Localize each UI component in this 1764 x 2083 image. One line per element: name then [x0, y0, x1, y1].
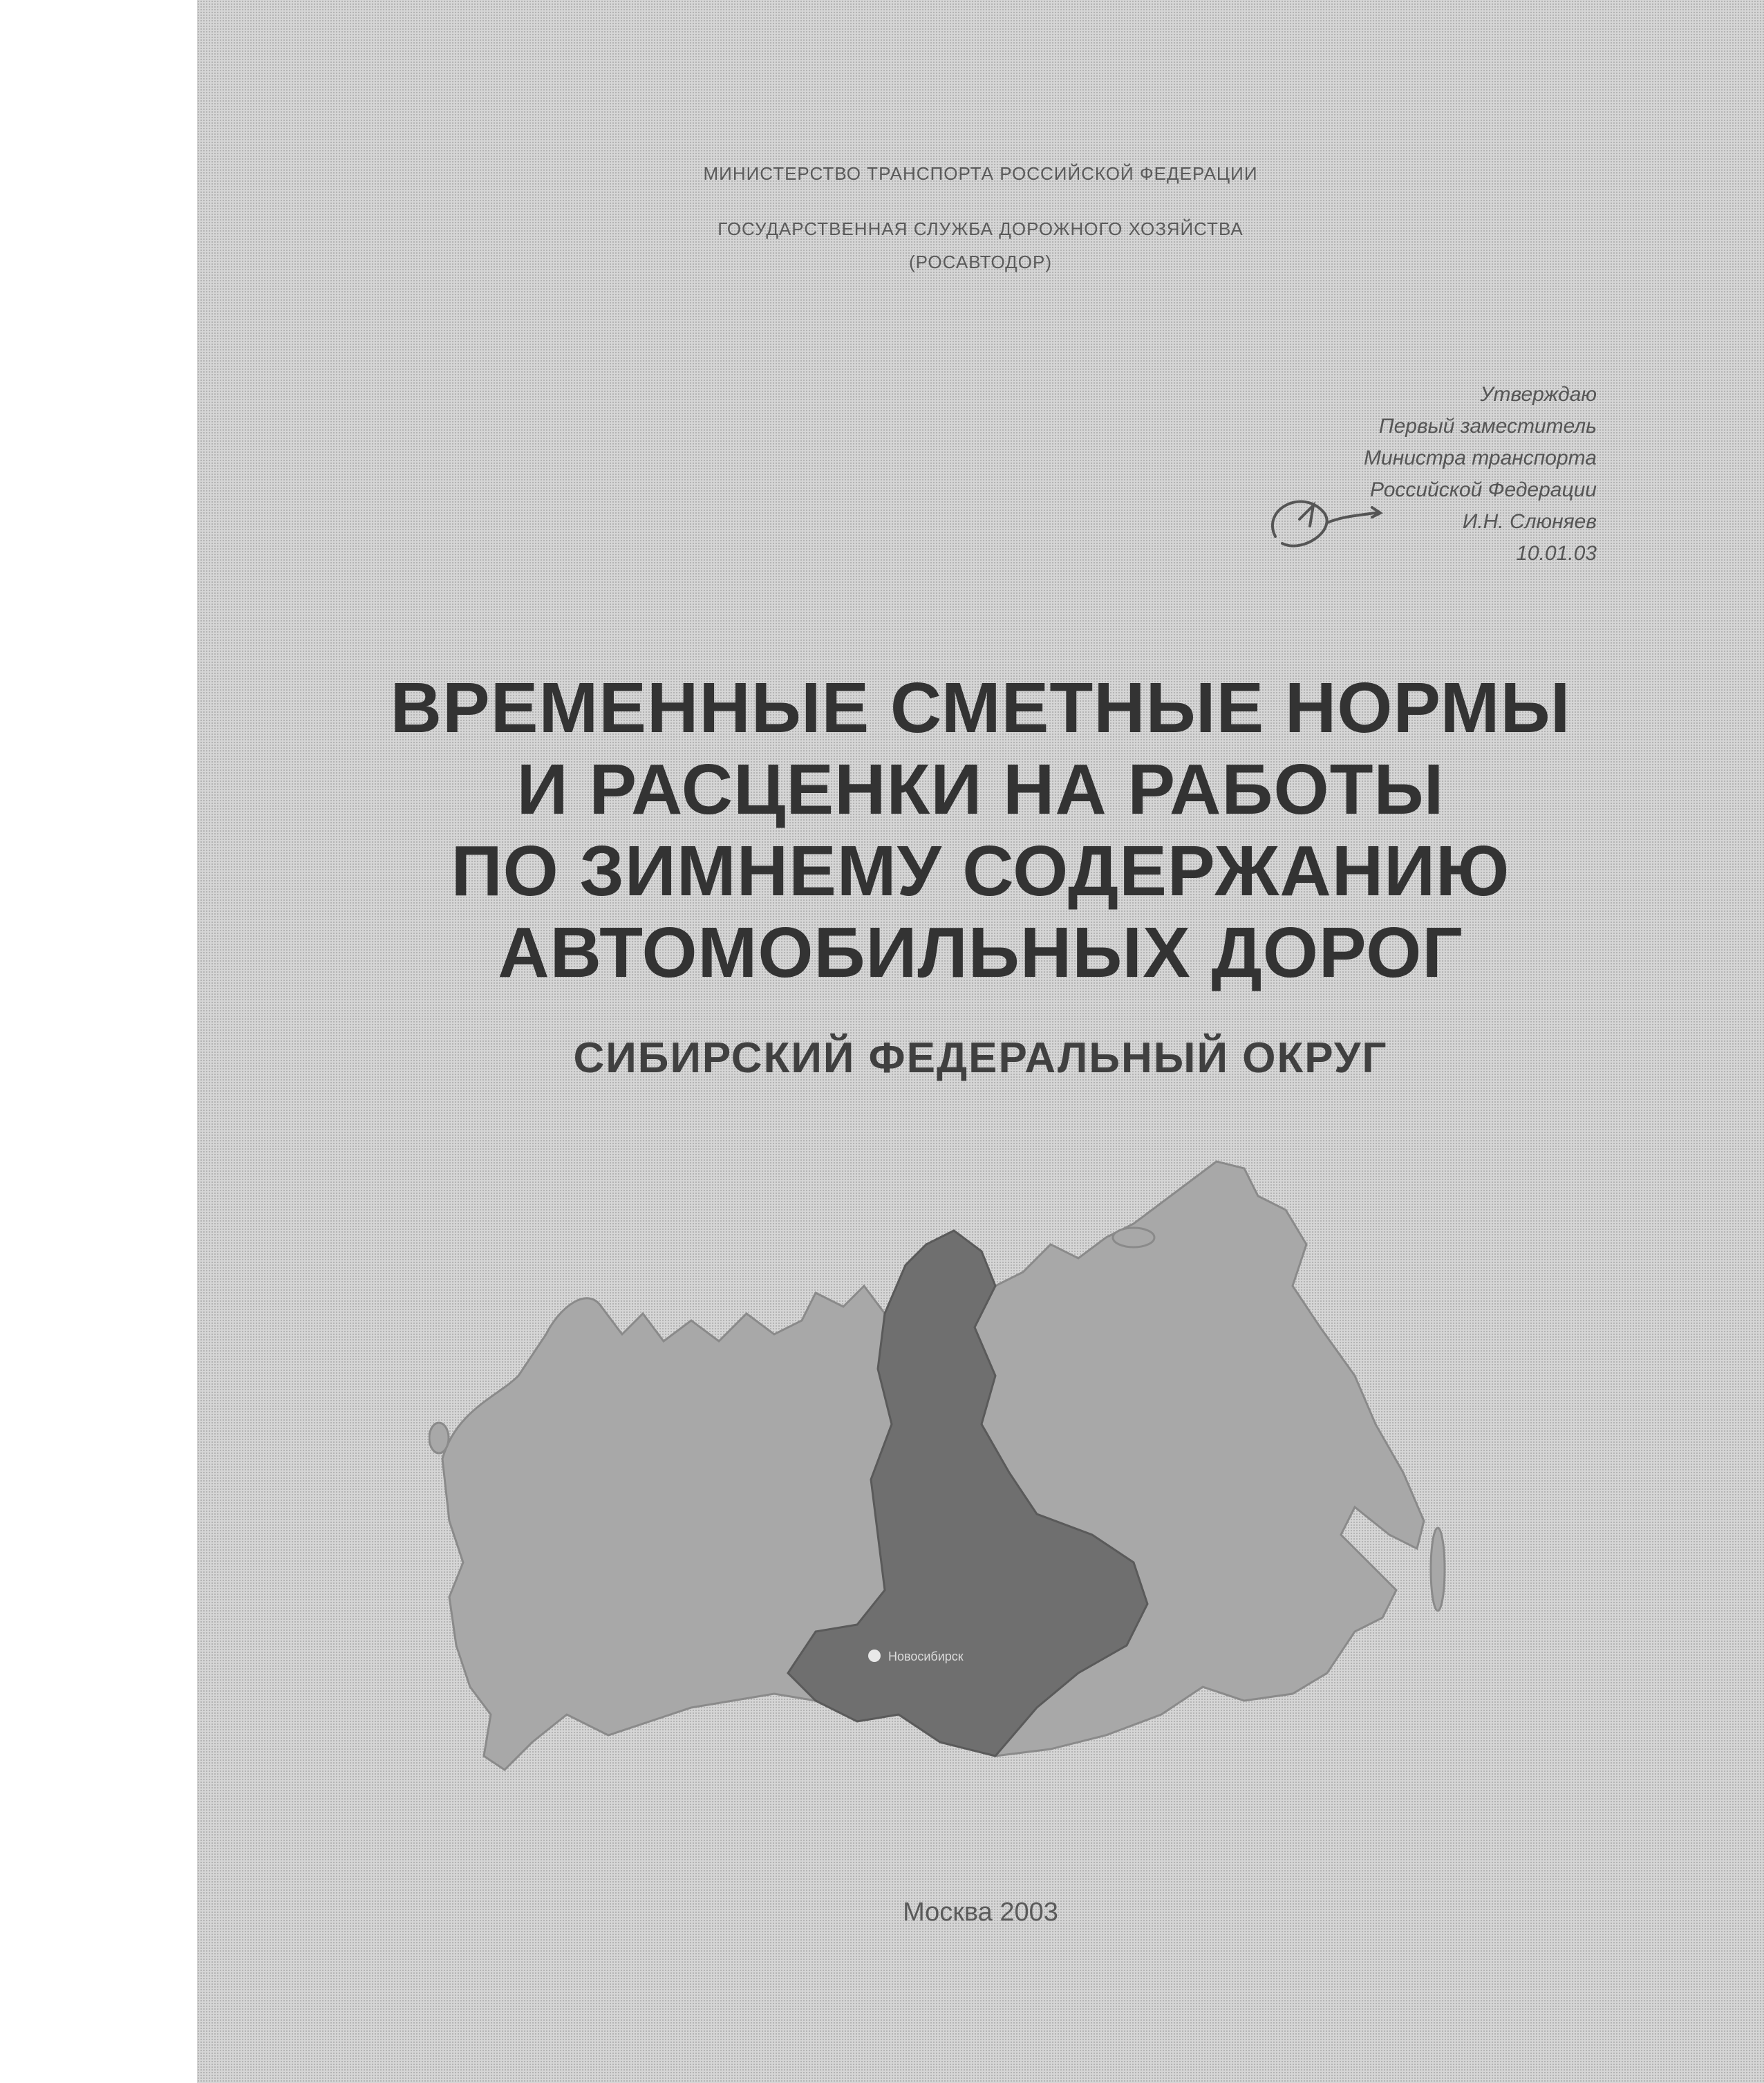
city-marker-icon: [868, 1650, 881, 1662]
agency-abbreviation: (РОСАВТОДОР): [909, 252, 1052, 272]
title-line: ПО ЗИМНЕМУ СОДЕРЖАНИЮ: [451, 831, 1510, 910]
approval-line: Российской Федерации: [1370, 478, 1597, 501]
ministry-header: МИНИСТЕРСТВО ТРАНСПОРТА РОССИЙСКОЙ ФЕДЕРАЦИИ: [703, 163, 1258, 184]
title-line: И РАСЦЕНКИ НА РАБОТЫ: [516, 749, 1445, 829]
kaliningrad-island: [429, 1423, 449, 1453]
signature-icon: [1261, 488, 1386, 564]
approval-line: Первый заместитель: [1378, 415, 1597, 438]
approval-line: Министра транспорта: [1364, 447, 1597, 469]
document-title: [197, 667, 1764, 993]
signatory-line: [1113, 506, 1597, 538]
title-line: ВРЕМЕННЫЕ СМЕТНЫЕ НОРМЫ: [390, 668, 1571, 747]
approval-block: [1113, 379, 1597, 570]
signatory-name: И.Н. Слюняев: [1462, 510, 1597, 533]
document-subtitle: СИБИРСКИЙ ФЕДЕРАЛЬНЫЙ ОКРУГ: [573, 1034, 1388, 1082]
approval-line: Утверждаю: [1480, 383, 1597, 406]
sakhalin-island: [1431, 1528, 1445, 1611]
arctic-island: [1113, 1228, 1154, 1247]
city-label: Новосибирск: [888, 1650, 964, 1663]
russia-map-icon: [429, 1148, 1535, 1791]
place-year: Москва 2003: [903, 1898, 1058, 1927]
title-line: АВТОМОБИЛЬНЫХ ДОРОГ: [498, 913, 1463, 992]
approval-date: 10.01.03: [1516, 542, 1597, 565]
service-header: ГОСУДАРСТВЕННАЯ СЛУЖБА ДОРОЖНОГО ХОЗЯЙСТВА: [717, 218, 1244, 239]
